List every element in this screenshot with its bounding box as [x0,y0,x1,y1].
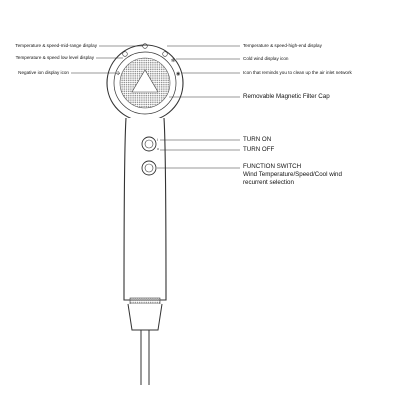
clean-reminder-icon [176,71,181,77]
label-cold-wind: Cold wind display icon [243,56,289,61]
label-turn-off: TURN OFF [243,146,275,153]
svg-text:o: o [157,147,159,151]
cold-wind-icon [171,58,175,64]
bottom-vent [130,298,160,304]
label-negative-ion: Negative ion display icon [18,70,69,75]
svg-text:◉: ◉ [176,71,181,77]
handle-base [128,304,162,330]
label-temp-low: Temperature & speed low level display [15,55,94,60]
label-temp-mid: Temperature & speed-mid-range display [15,43,97,48]
label-clean-reminder: Icon that reminds you to clean up the air inlet network [243,70,352,75]
label-temp-high: Temperature & speed-high-end display [243,43,322,48]
label-function-switch: FUNCTION SWITCH [243,163,302,170]
svg-text:✻: ✻ [171,58,176,64]
label-turn-on: TURN ON [243,136,272,143]
power-cord [141,330,149,385]
svg-text:✣: ✣ [116,71,121,77]
label-function-desc-2: recurrent selection [243,179,294,186]
label-filter-cap: Removable Magnetic Filter Cap [243,93,330,100]
negative-ion-icon [116,71,120,77]
svg-text:I: I [157,138,158,142]
label-function-desc-1: Wind Temperature/Speed/Cool wind [243,171,342,178]
